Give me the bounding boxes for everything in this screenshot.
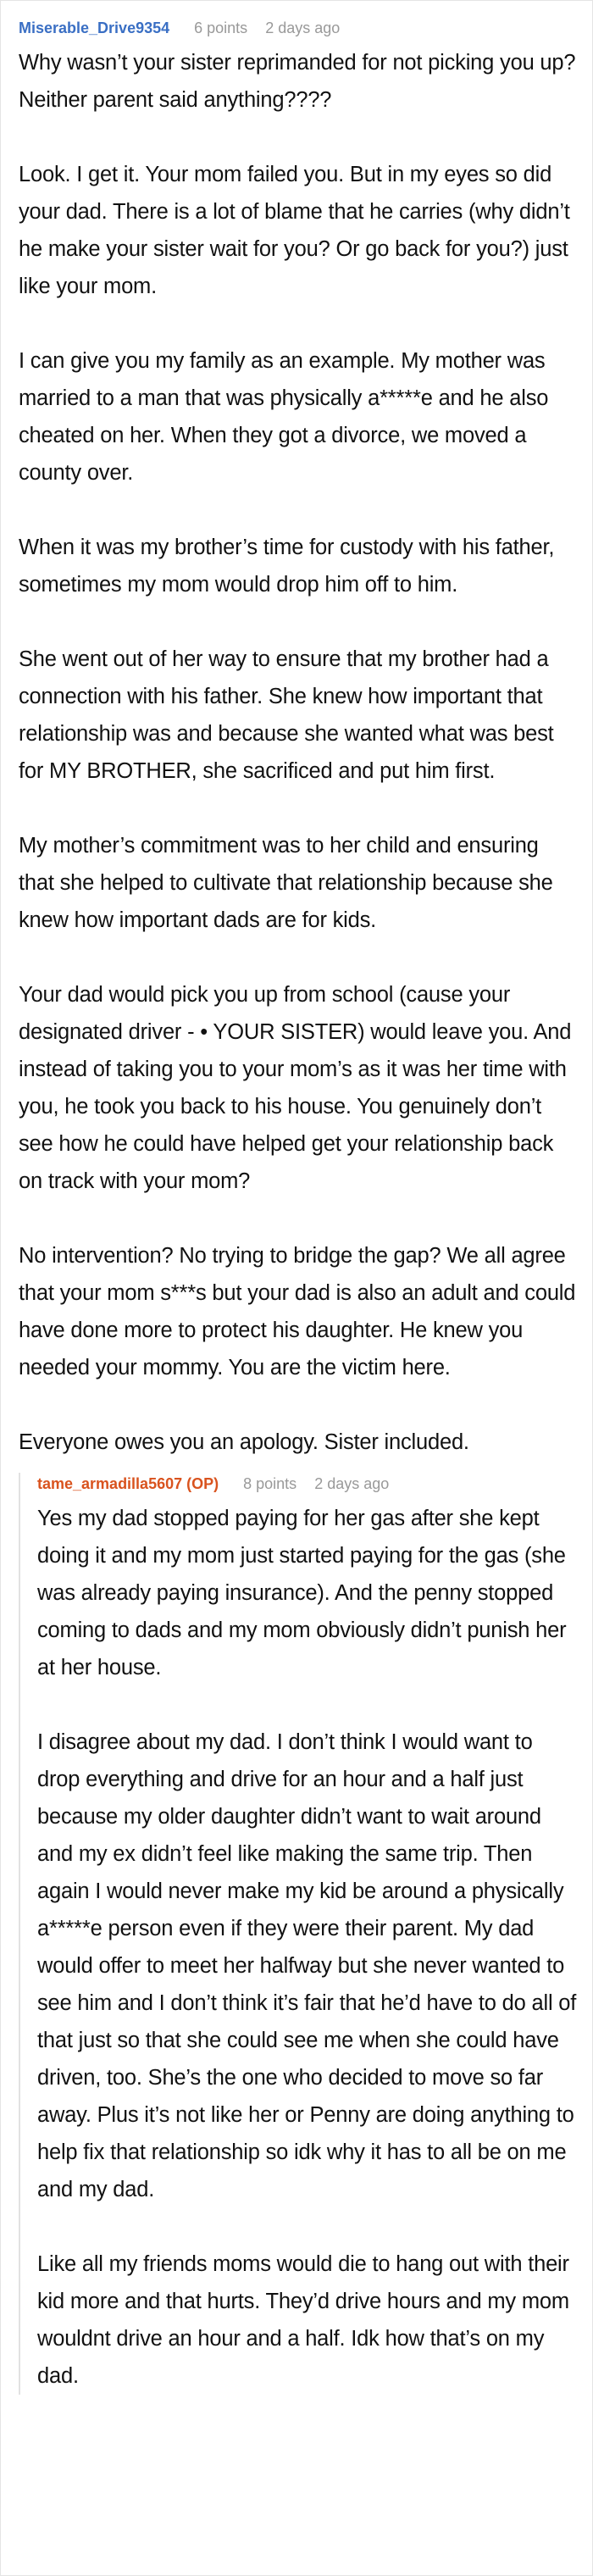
reply-time: 2 days ago	[314, 1475, 390, 1492]
reply-body	[37, 1500, 579, 2395]
comment-paragraph: No intervention? No trying to bridge the gap? We all agree that your mom s***s but your dad is also an adult and could have done more to protect his daughter. He knew you needed your mommy. You are the victim here.	[19, 1244, 576, 1380]
comment-paragraph: She went out of her way to ensure that my brother had a connection with his father. She knew how important that relationship was and because she wanted what was best for MY BROTHER, she sacrificed and put him first.	[19, 647, 554, 783]
comment-time: 2 days ago	[265, 19, 341, 36]
comment-author-link[interactable]: Miserable_Drive9354	[19, 19, 170, 36]
comment-paragraph: Look. I get it. Your mom failed you. But in my eyes so did your dad. There is a lot of blame that he carries (why didn’t he make your sister wait for you? Or go back for you?) just like your mom.	[19, 163, 570, 298]
comment-paragraph: Everyone owes you an apology. Sister included.	[19, 1430, 469, 1454]
comment-paragraph: Why wasn’t your sister reprimanded for not picking you up? Neither parent said anything????	[19, 51, 576, 112]
comment-body	[19, 44, 578, 1461]
comment-paragraph: Your dad would pick you up from school (cause your designated driver - • YOUR SISTER) would leave you. And instead of taking you to your mom’s as it was her time with you, he took you back to his house. You genuinely don’t see how he could have helped get your relationship back on track with your mom?	[19, 983, 572, 1193]
reply-comment	[19, 1473, 579, 2395]
comment-paragraph: My mother’s commitment was to her child and ensuring that she helped to cultivate that relationship because she knew how important dads are for kids.	[19, 834, 553, 932]
comment-paragraph: When it was my brother’s time for custody with his father, sometimes my mom would drop him off to him.	[19, 536, 555, 597]
reply-author-link[interactable]: tame_armadilla5607 (OP)	[37, 1475, 219, 1492]
comment-points: 6 points	[194, 19, 248, 36]
reply-paragraph: Like all my friends moms would die to hang out with their kid more and that hurts. They’d drive hours and my mom wouldnt drive an hour and a half. Idk how that’s on my dad.	[37, 2252, 569, 2388]
comment-meta	[19, 17, 578, 39]
reply-paragraph: I disagree about my dad. I don’t think I would want to drop everything and drive for an hour and a half just because my older daughter didn’t want to wait around and my ex didn’t feel like making the same trip. Then again I would never make my kid be around a physically a*****e person even if they were their parent. My dad would offer to meet her halfway but she never wanted to see him and I don’t think it’s fair that he’d have to do all of that just so that she could see me when she could have driven, too. She’s the one who decided to move so far away. Plus it’s not like her or Penny are doing anything to help fix that relationship so idk why it has to all be on me and my dad.	[37, 1730, 577, 2201]
reply-meta	[37, 1473, 579, 1495]
comment	[19, 17, 578, 2395]
reply-points: 8 points	[243, 1475, 297, 1492]
comment-paragraph: I can give you my family as an example. My mother was married to a man that was physically a*****e and he also cheated on her. When they got a divorce, we moved a county over.	[19, 349, 549, 485]
reply-paragraph: Yes my dad stopped paying for her gas after she kept doing it and my mom just started paying for the gas (she was already paying insurance). And the penny stopped coming to dads and my mom obviously didn’t punish her at her house.	[37, 1507, 567, 1679]
